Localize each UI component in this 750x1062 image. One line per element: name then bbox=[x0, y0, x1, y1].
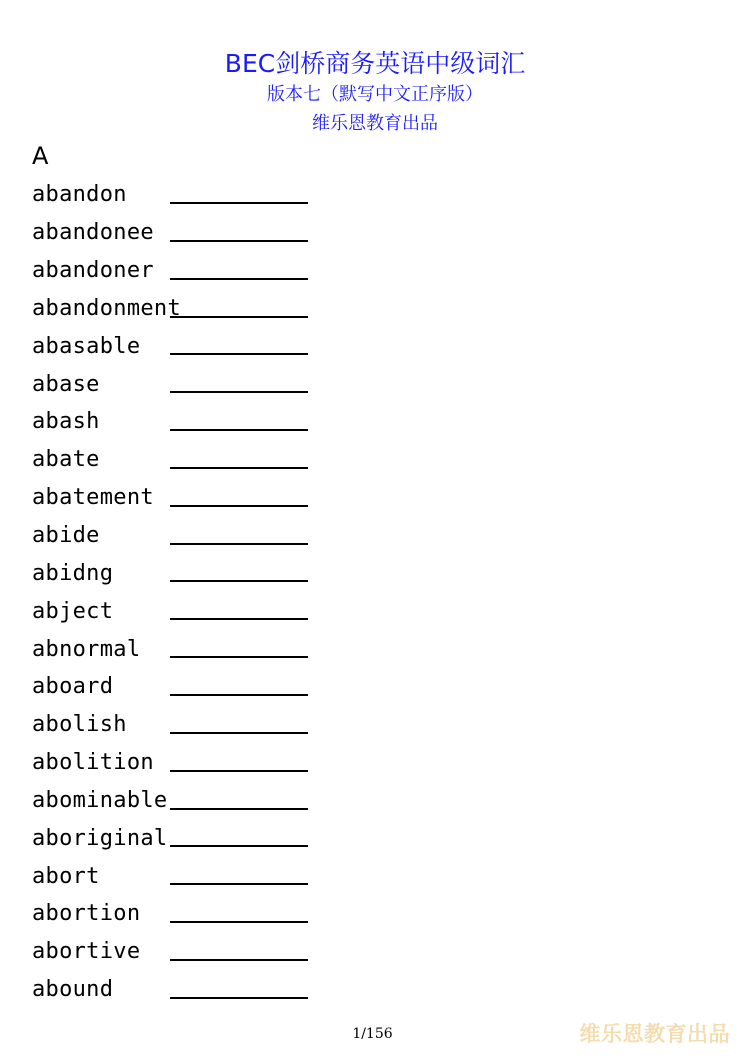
answer-blank-line bbox=[170, 505, 308, 507]
vocabulary-row bbox=[32, 290, 181, 328]
vocabulary-list bbox=[32, 176, 181, 1009]
vocabulary-word: abide bbox=[32, 523, 100, 549]
answer-blank-line bbox=[170, 240, 308, 242]
answer-blank-line bbox=[170, 997, 308, 999]
vocabulary-row bbox=[32, 365, 181, 403]
vocabulary-word: abidng bbox=[32, 560, 114, 586]
section-letter: A bbox=[32, 142, 49, 170]
vocabulary-row bbox=[32, 895, 181, 933]
answer-blank-line bbox=[170, 808, 308, 810]
answer-blank-line bbox=[170, 732, 308, 734]
vocabulary-word: aboriginal bbox=[32, 825, 168, 851]
vocabulary-word: abortion bbox=[32, 901, 141, 927]
answer-blank-line bbox=[170, 694, 308, 696]
answer-blank-line bbox=[170, 959, 308, 961]
answer-blank-line bbox=[170, 656, 308, 658]
answer-blank-line bbox=[170, 618, 308, 620]
vocabulary-word: abash bbox=[32, 409, 100, 435]
vocabulary-row bbox=[32, 857, 181, 895]
vocabulary-word: abnormal bbox=[32, 636, 141, 662]
vocabulary-row bbox=[32, 971, 181, 1009]
vocabulary-word: abasable bbox=[32, 333, 141, 359]
vocabulary-word: abandonee bbox=[32, 220, 154, 246]
vocabulary-word: abort bbox=[32, 863, 100, 889]
answer-blank-line bbox=[170, 467, 308, 469]
vocabulary-row bbox=[32, 819, 181, 857]
vocabulary-word: abase bbox=[32, 371, 100, 397]
document-subtitle: 版本七（默写中文正序版） bbox=[267, 84, 483, 105]
vocabulary-word: abandoner bbox=[32, 258, 154, 284]
vocabulary-row bbox=[32, 592, 181, 630]
vocabulary-row bbox=[32, 214, 181, 252]
vocabulary-word: abominable bbox=[32, 787, 168, 813]
vocabulary-word: abatement bbox=[32, 485, 154, 511]
answer-blank-line bbox=[170, 921, 308, 923]
vocabulary-word: abandonment bbox=[32, 295, 181, 321]
vocabulary-row bbox=[32, 403, 181, 441]
answer-blank-line bbox=[170, 580, 308, 582]
vocabulary-row bbox=[32, 668, 181, 706]
answer-blank-line bbox=[170, 278, 308, 280]
answer-blank-line bbox=[170, 770, 308, 772]
publisher-line: 维乐恩教育出品 bbox=[312, 113, 438, 134]
vocabulary-row bbox=[32, 630, 181, 668]
vocabulary-word: abject bbox=[32, 598, 114, 624]
vocabulary-row bbox=[32, 744, 181, 782]
vocabulary-word: aboard bbox=[32, 674, 114, 700]
vocabulary-row bbox=[32, 252, 181, 290]
vocabulary-row bbox=[32, 327, 181, 365]
vocabulary-row bbox=[32, 706, 181, 744]
answer-blank-line bbox=[170, 543, 308, 545]
vocabulary-row bbox=[32, 176, 181, 214]
vocabulary-word: abolish bbox=[32, 712, 127, 738]
vocabulary-word: abortive bbox=[32, 939, 141, 965]
vocabulary-word: abound bbox=[32, 977, 114, 1003]
answer-blank-line bbox=[170, 429, 308, 431]
vocabulary-word: abate bbox=[32, 447, 100, 473]
document-title: BEC剑桥商务英语中级词汇 bbox=[224, 49, 526, 78]
answer-blank-line bbox=[170, 202, 308, 204]
answer-blank-line bbox=[170, 883, 308, 885]
watermark-logo: 维乐恩教育出品 bbox=[579, 1022, 730, 1046]
vocabulary-row bbox=[32, 782, 181, 820]
vocabulary-row bbox=[32, 517, 181, 555]
vocabulary-row bbox=[32, 441, 181, 479]
answer-blank-line bbox=[170, 845, 308, 847]
answer-blank-line bbox=[170, 353, 308, 355]
page-number: 1/156 bbox=[352, 1026, 393, 1042]
vocabulary-row bbox=[32, 554, 181, 592]
answer-blank-line bbox=[170, 391, 308, 393]
answer-blank-line bbox=[170, 316, 308, 318]
vocabulary-row bbox=[32, 933, 181, 971]
vocabulary-word: abolition bbox=[32, 750, 154, 776]
vocabulary-word: abandon bbox=[32, 182, 127, 208]
vocabulary-row bbox=[32, 479, 181, 517]
